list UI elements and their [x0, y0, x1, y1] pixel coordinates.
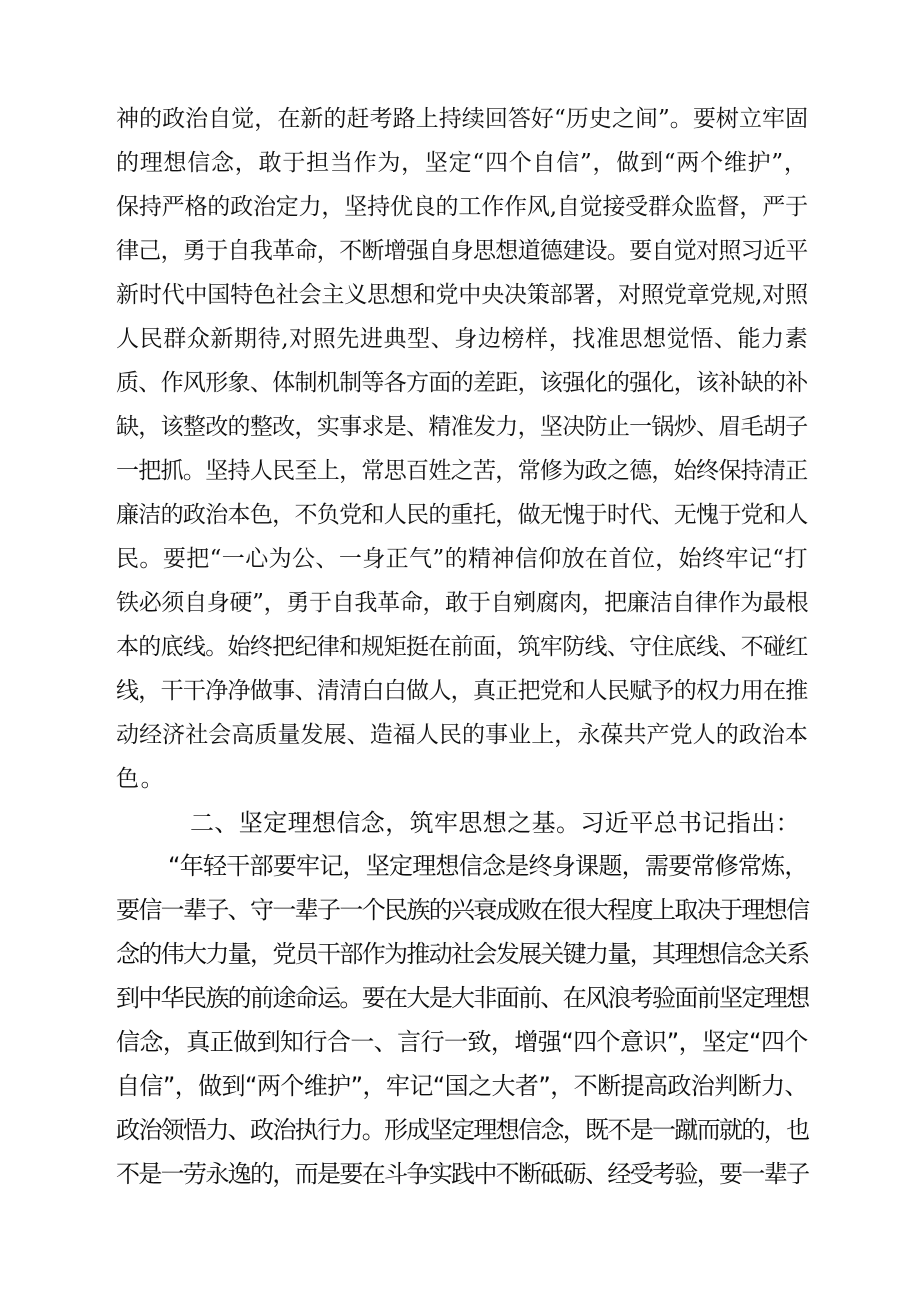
quote-text-line: 念的伟大力量，党员干部作为推动社会发展关键力量，其理想信念关系 — [116, 940, 809, 968]
body-text-line: 的理想信念，敢于担当作为，坚定“四个自信”，做到“两个维护”， — [116, 150, 808, 176]
section-heading: 二、坚定理想信念，筑牢思想之基。习近平总书记指出： — [190, 809, 800, 837]
body-text-line: 本的底线。始终把纪律和规矩挺在前面，筑牢防线、守住底线、不碰红 — [116, 634, 808, 660]
quote-text-line: 不是一劳永逸的，而是要在斗争实践中不断砥砺、经受考验，要一辈子 — [116, 1160, 809, 1188]
body-text-line: 缺，该整改的整改，实事求是、精准发力，坚决防止一锅炒、眉毛胡子 — [116, 414, 808, 440]
body-text-line: 廉洁的政治本色，不负党和人民的重托，做无愧于时代、无愧于党和人 — [116, 502, 808, 528]
body-text-line: 神的政治自觉，在新的赶考路上持续回答好“历史之间”。要树立牢固 — [116, 106, 809, 132]
quote-text-line: 信念，真正做到知行合一、言行一致，增强“四个意识”，坚定“四个 — [116, 1028, 808, 1056]
quote-text-line: 到中华民族的前途命运。要在大是大非面前、在风浪考验面前坚定理想 — [116, 984, 809, 1012]
body-text-line: 一把抓。坚持人民至上，常思百姓之苦，常修为政之德，始终保持清正 — [116, 458, 808, 484]
quote-text-line: 要信一辈子、守一辈子一个民族的兴衰成败在很大程度上取决于理想信 — [116, 896, 809, 924]
body-text-line: 人民群众新期待,对照先进典型、身边榜样，找准思想觉悟、能力素 — [116, 326, 809, 352]
body-text-line: 线，干干净净做事、清清白白做人，真正把党和人民赋予的权力用在推 — [116, 678, 808, 704]
body-text-line: 色。 — [116, 766, 166, 792]
quote-text-line: “年轻干部要牢记，坚定理想信念是终身课题，需要常修常炼， — [168, 852, 808, 880]
body-text-line: 铁必须自身硬”，勇于自我革命，敢于自剜腐肉，把廉洁自律作为最根 — [116, 590, 809, 616]
body-text-line: 动经济社会高质量发展、造福人民的事业上，永葆共产党人的政治本 — [116, 722, 808, 748]
body-text-line: 民。要把“一心为公、一身正气”的精神信仰放在首位，始终牢记“打 — [116, 546, 808, 572]
body-text-line: 保持严格的政治定力，坚持优良的工作作风,自觉接受群众监督，严于 — [116, 194, 808, 220]
body-text-line: 新时代中国特色社会主义思想和党中央决策部署，对照党章党规,对照 — [116, 282, 808, 308]
quote-text-line: 政治领悟力、政治执行力。形成坚定理想信念，既不是一蹴而就的，也 — [116, 1116, 809, 1144]
quote-text-line: 自信”，做到“两个维护”，牢记“国之大者”，不断提高政治判断力、 — [116, 1072, 808, 1100]
body-text-line: 质、作风形象、体制机制等各方面的差距，该强化的强化，该补缺的补 — [116, 370, 808, 396]
body-text-line: 律己，勇于自我革命，不断增强自身思想道德建设。要自觉对照习近平 — [116, 238, 808, 264]
